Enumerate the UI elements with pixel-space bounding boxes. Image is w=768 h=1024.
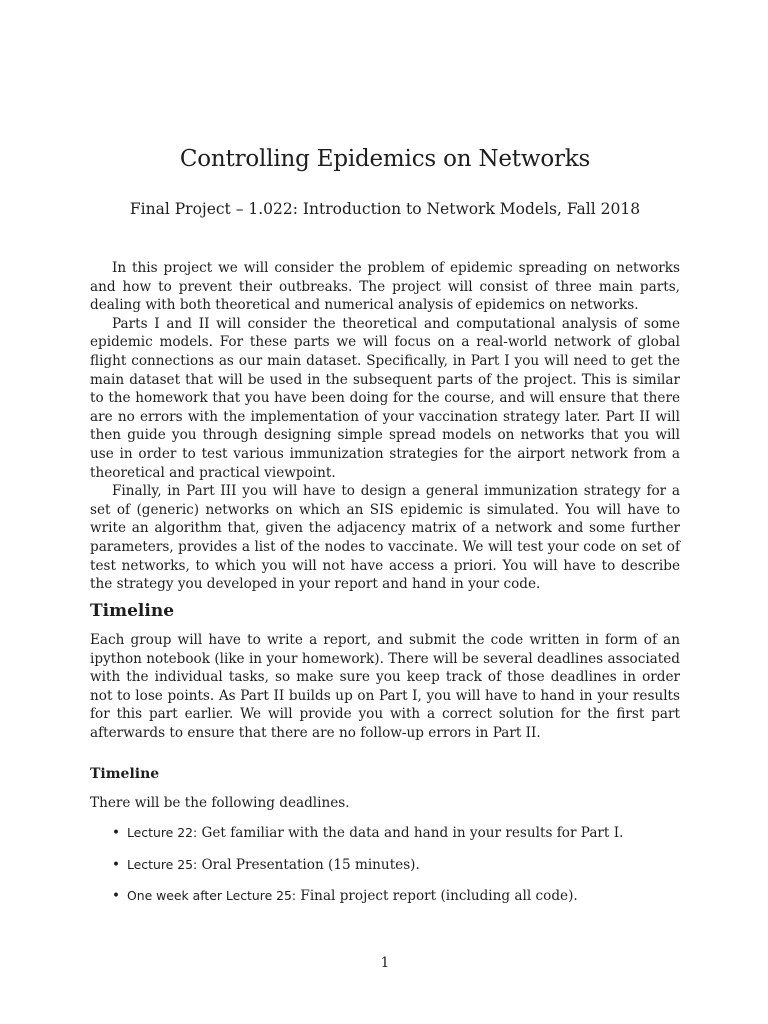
deadline-item	[112, 856, 672, 875]
bullet-icon: •	[112, 888, 121, 905]
intro-paragraph-1: In this project we will consider the problem of epidemic spreading on networks and how to prevent their outbreaks. The project will consist of three main parts, dealing with both theoretical and numerical analysis of epidemics on networks.	[90, 260, 680, 314]
deadline-label: One week after Lecture 25:	[127, 888, 297, 904]
document-subtitle: Final Project – 1.022: Introduction to Network Models, Fall 2018	[129, 200, 641, 218]
intro-paragraph-3: Finally, in Part III you will have to design a general immunization strategy for a set of (generic) networks on which an SIS epidemic is simulated. You will have to write an algorithm that, given the adjacency matrix of a network and some further parameters, provides a list of the nodes to vaccinate. We will test your code on set of test networks, to which you will not have access a priori. You will have to describe the strategy you developed in your report and hand in your code.	[90, 483, 680, 593]
intro-section	[90, 259, 680, 594]
deadlines-intro: There will be the following deadlines.	[90, 795, 350, 811]
deadline-label: Lecture 22:	[127, 825, 198, 840]
timeline-paragraph: Each group will have to write a report, and submit the code written in form of an ipython notebook (like in your homework). There will be several deadlines associated with the individual tasks, so make sure you keep track of those deadlines in order not to lose points. As Part II builds up on Part I, you will have to hand in your results for this part earlier. We will provide you with a correct solution for the first part afterwards to ensure that there are no follow-up errors in Part II.	[90, 632, 680, 741]
deadline-item	[112, 824, 672, 843]
bullet-icon: •	[112, 825, 121, 841]
document-title: Controlling Epidemics on Networks	[179, 146, 591, 172]
deadline-text: Get familiar with the data and hand in your results for Part I.	[201, 825, 624, 841]
document-page	[90, 0, 680, 1024]
deadline-list	[112, 824, 672, 919]
subsection-heading-timeline: Timeline	[90, 766, 160, 782]
page-number: 1	[380, 955, 390, 971]
deadline-item	[112, 887, 672, 906]
intro-paragraph-2: Parts I and II will consider the theoretical and computational analysis of some epidemic models. For these parts we will focus on a real-world network of global flight connections as our main dataset. Specifically, in Part I you will need to get the main dataset that will be used in the subsequent parts of the project. This is similar to the homework that you have been doing for the course, and will ensure that there are no errors with the implementation of your vaccination strategy later. Part II will then guide you through designing simple spread models on networks that you will use in order to test various immunization strategies for the airport network from a theoretical and practical viewpoint.	[90, 315, 680, 481]
deadline-text: Final project report (including all code).	[300, 888, 578, 905]
bullet-icon: •	[112, 856, 121, 873]
deadline-text: Oral Presentation (15 minutes).	[201, 856, 420, 873]
deadline-label: Lecture 25:	[127, 856, 198, 872]
section-heading-timeline: Timeline	[90, 601, 175, 621]
